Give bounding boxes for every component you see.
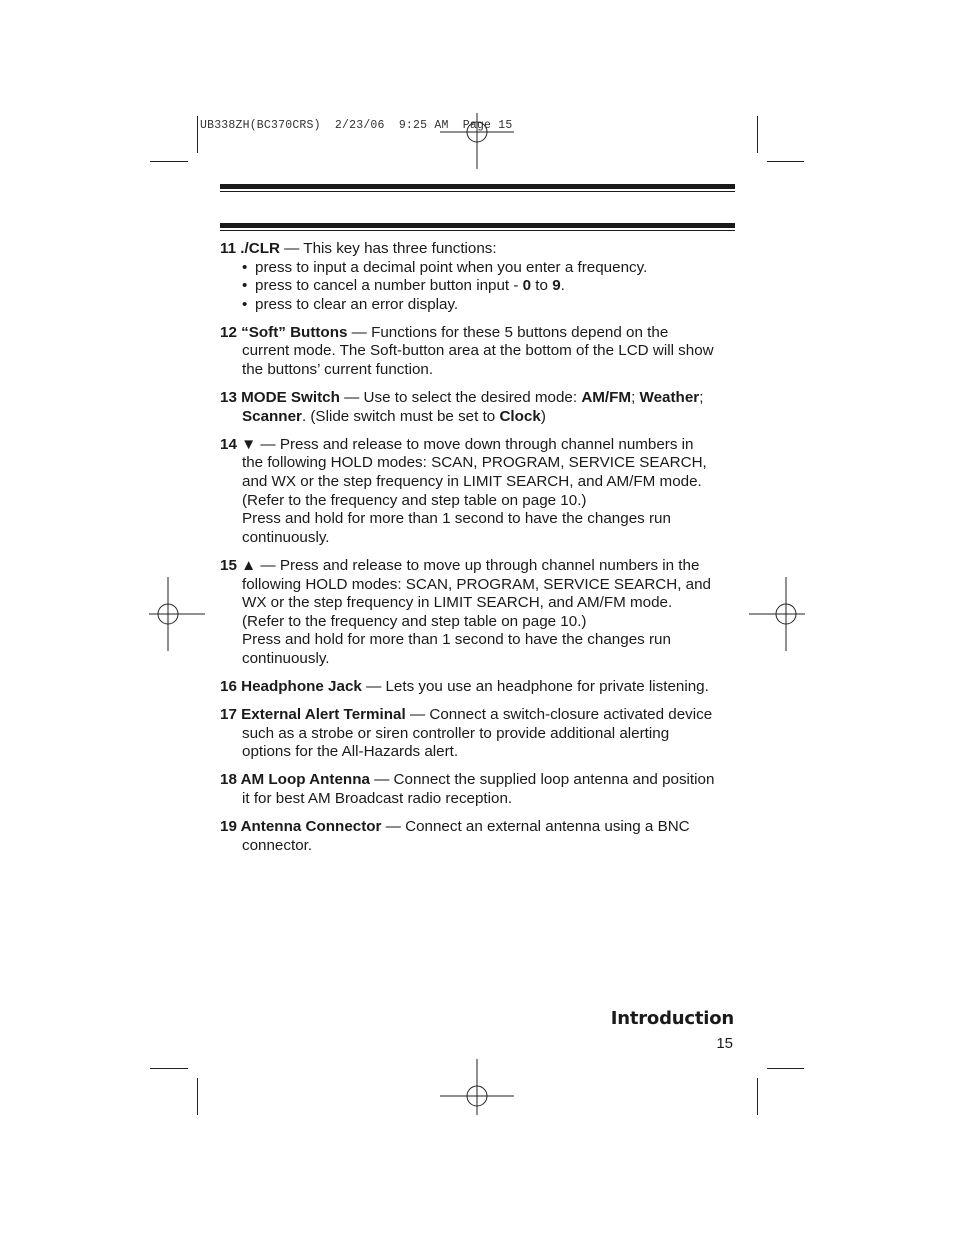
item-13 — [220, 389, 740, 426]
item-description: — This key has three functions: — [279, 240, 497, 257]
item-description: — Functions for these 5 buttons depend on the — [347, 323, 669, 341]
item-description-line: current mode. The Soft-button area at the bottom of the LCD will show — [242, 342, 714, 360]
item-number: 12 — [220, 323, 237, 341]
item-description-line: following HOLD modes: SCAN, PROGRAM, SERVICE SEARCH, and — [242, 575, 711, 593]
registration-mark-left-icon — [131, 577, 205, 651]
registration-mark-top-icon — [440, 95, 514, 169]
bullet-item: • press to input a decimal point when you enter a frequency. — [242, 259, 740, 278]
item-description-line: Scanner. (Slide switch must be set to Clock) — [242, 407, 546, 425]
item-11-heading — [220, 240, 740, 259]
crop-mark-bottom-right-vertical — [757, 1078, 758, 1115]
item-17-heading — [220, 706, 740, 725]
crop-mark-bottom-right-horizontal — [767, 1068, 804, 1069]
print-slug-line: UB338ZH(BC370CRS) 2/23/06 9:25 AM Page 15 — [200, 119, 513, 132]
crop-mark-top-left-horizontal — [150, 161, 188, 162]
item-15 — [220, 557, 740, 669]
item-key-name: Antenna Connector — [240, 818, 382, 836]
item-key-name: “Soft” Buttons — [241, 323, 348, 341]
bullet-item: • press to clear an error display. — [242, 296, 740, 315]
section-title: Introduction — [610, 1008, 734, 1029]
item-description-line: the buttons’ current function. — [242, 361, 434, 379]
item-description: — Lets you use an headphone for private listening. — [361, 677, 709, 695]
mode-scanner: Scanner — [242, 407, 302, 425]
item-description-line: such as a strobe or siren controller to provide additional alerting — [242, 724, 670, 742]
item-number: 16 — [220, 677, 237, 695]
crop-mark-top-right-vertical — [757, 116, 758, 153]
item-number: 17 — [220, 706, 237, 724]
mode-clock: Clock — [499, 407, 541, 425]
crop-mark-top-left-vertical — [197, 116, 198, 153]
item-19-heading — [220, 818, 740, 837]
item-18 — [220, 771, 740, 808]
item-description-line: options for the All-Hazards alert. — [242, 743, 459, 761]
item-key-name: External Alert Terminal — [241, 706, 406, 724]
item-description: — Connect the supplied loop antenna and position — [369, 771, 715, 789]
item-13-heading: 13 MODE Switch — Use to select the desired mode: AM/FM; Weather; — [220, 389, 704, 407]
item-description-line: Press and hold for more than 1 second to have the changes run — [242, 510, 671, 528]
item-19 — [220, 818, 740, 855]
item-16 — [220, 678, 740, 697]
item-17 — [220, 706, 740, 762]
page-number: 15 — [716, 1035, 733, 1052]
item-description-line: Press and hold for more than 1 second to have the changes run — [242, 631, 671, 649]
item-14 — [220, 436, 740, 548]
item-key-name: MODE Switch — [241, 389, 340, 407]
item-key-name: Headphone Jack — [241, 677, 362, 695]
registration-mark-bottom-icon — [440, 1059, 514, 1133]
item-number: 11 — [220, 240, 237, 257]
item-number: 15 — [220, 556, 237, 574]
item-description-line: and WX or the step frequency in LIMIT SEARCH, and AM/FM mode. — [242, 473, 702, 491]
item-description-line: it for best AM Broadcast radio reception. — [242, 789, 513, 807]
crop-mark-top-right-horizontal — [767, 161, 804, 162]
item-description: — Press and release to move down through channel numbers in — [256, 435, 694, 453]
key-descriptions — [220, 240, 740, 865]
header-rule-bottom — [220, 223, 735, 231]
item-12 — [220, 324, 740, 380]
item-number: 19 — [220, 818, 237, 836]
item-description-line: (Refer to the frequency and step table on page 10.) — [242, 491, 587, 509]
item-description-line: connector. — [242, 836, 313, 854]
up-arrow-icon: ▲ — [241, 556, 257, 574]
item-key-name: ./CLR — [240, 240, 280, 257]
item-18-heading — [220, 771, 740, 790]
header-rule-top — [220, 184, 735, 192]
item-key-name: AM Loop Antenna — [240, 771, 370, 789]
mode-am-fm: AM/FM — [581, 389, 632, 407]
item-description-line: continuously. — [242, 649, 330, 667]
item-number: 13 — [220, 389, 237, 407]
registration-mark-right-icon — [749, 577, 823, 651]
mode-weather: Weather — [639, 389, 700, 407]
item-description: — Connect a switch-closure activated device — [405, 706, 713, 724]
bullet-item: • press to cancel a number button input - 0 to 9. — [242, 277, 740, 296]
item-11-bullets — [220, 259, 740, 315]
item-description: — Connect an external antenna using a BNC — [381, 818, 690, 836]
item-description-line: (Refer to the frequency and step table on page 10.) — [242, 612, 587, 630]
crop-mark-bottom-left-horizontal — [150, 1068, 188, 1069]
item-number: 14 — [220, 435, 237, 453]
item-11 — [220, 240, 740, 314]
item-15-heading — [220, 557, 740, 576]
item-16-heading — [220, 678, 740, 697]
item-description-line: WX or the step frequency in LIMIT SEARCH, and AM/FM mode. — [242, 594, 673, 612]
crop-mark-bottom-left-vertical — [197, 1078, 198, 1115]
item-12-heading — [220, 324, 740, 343]
item-14-heading — [220, 436, 740, 455]
item-description-line: continuously. — [242, 528, 330, 546]
down-arrow-icon: ▼ — [241, 435, 257, 453]
item-description: — Press and release to move up through channel numbers in the — [256, 556, 700, 574]
item-number: 18 — [220, 771, 237, 789]
item-description-line: the following HOLD modes: SCAN, PROGRAM, SERVICE SEARCH, — [242, 454, 707, 472]
